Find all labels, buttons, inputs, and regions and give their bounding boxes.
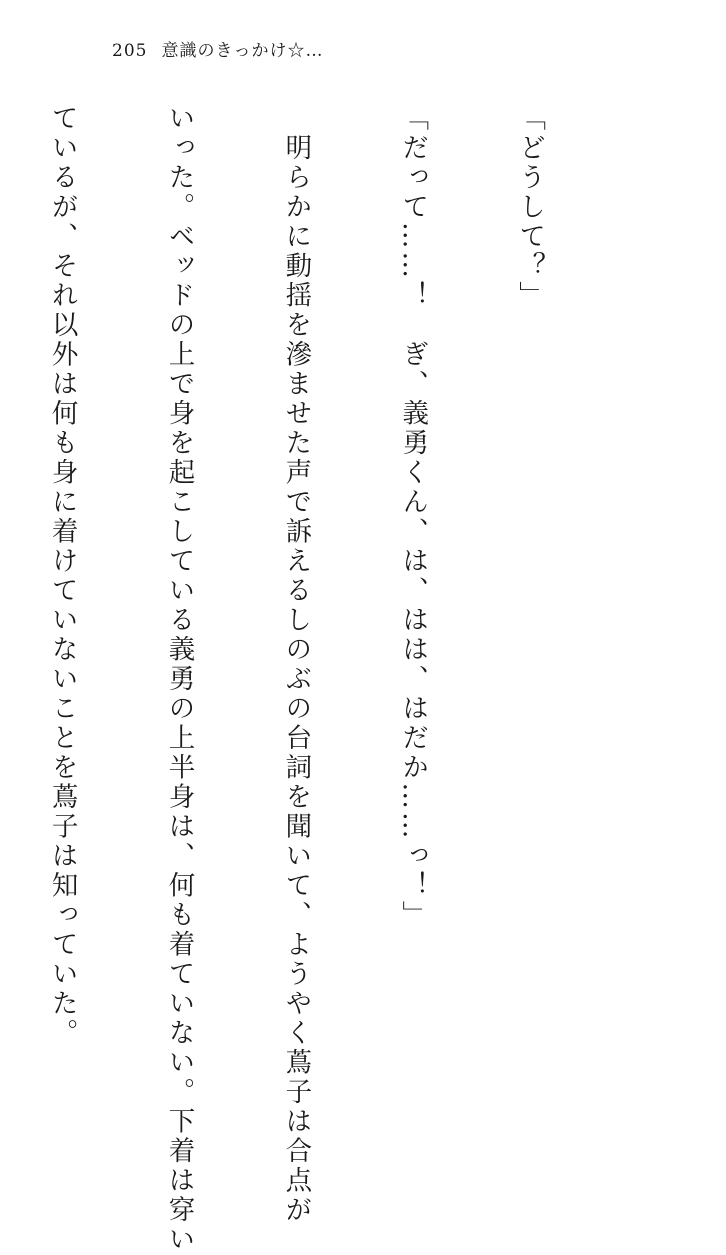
text-line: いった。ベッドの上で身を起こしている義勇の上半身は、何も着ていない。下着は穿い <box>163 104 195 1255</box>
text-line: 「だって……！ ぎ、義勇くん、は、はは、はだか……っ！」 <box>397 104 429 930</box>
text-line: ているが、それ以外は何も身に着けていないことを蔦子は知っていた。 <box>46 104 78 1048</box>
novel-body-text <box>0 104 626 1255</box>
running-header <box>112 36 323 62</box>
page-number: 205 <box>112 41 148 61</box>
text-line: 明らかに動揺を滲ませた声で訴えるしのぶの台詞を聞いて、ようやく蔦子は合点が <box>280 104 312 1225</box>
chapter-title: 意識のきっかけ☆… <box>161 41 324 61</box>
text-line: 「どうして？」 <box>514 104 546 311</box>
